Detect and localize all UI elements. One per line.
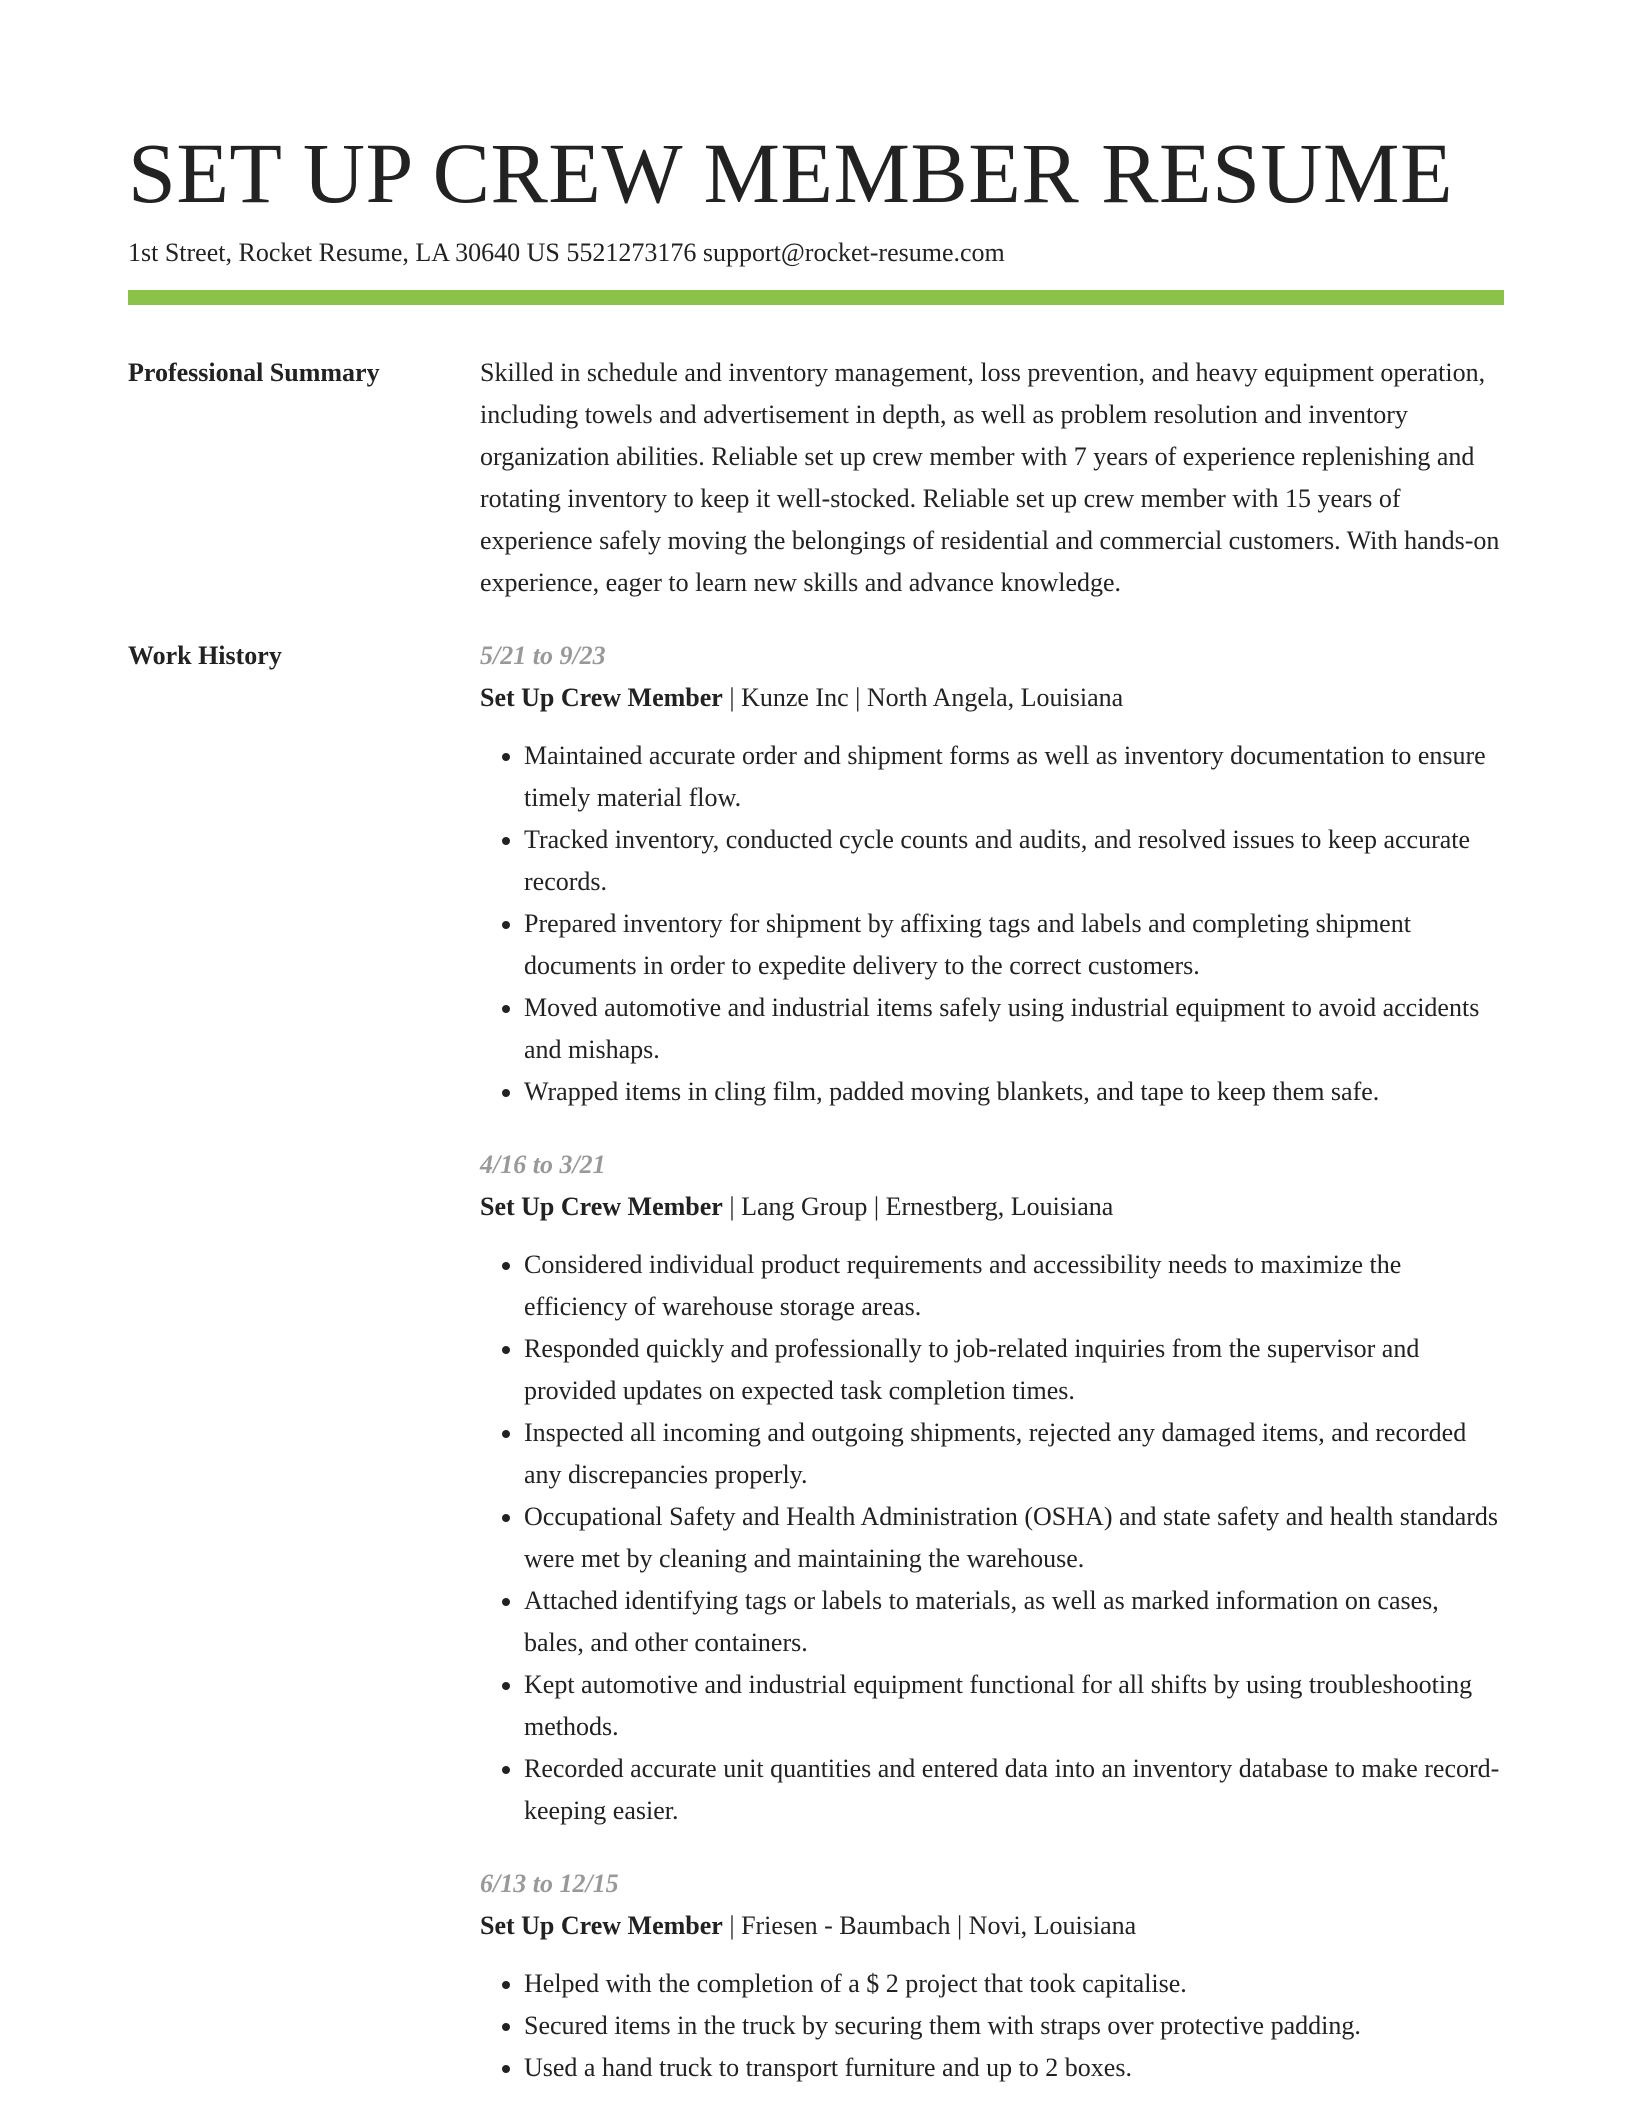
resume-page <box>128 118 1504 2089</box>
summary-text: Skilled in schedule and inventory management, loss prevention, and heavy equipment operation, including towels and advertisement in depth, as well as problem resolution and inventory organization abilities. Reliable set up crew member with 7 years of experience replenishing and rotating inventory to keep it well-stocked. Reliable set up crew member with 15 years of experience safely moving the belongings of residential and commercial customers. With hands-on experience, eager to learn new skills and advance knowledge. <box>480 358 1500 597</box>
list-item: • Responded quickly and professionally to job-related inquiries from the supervisor and provided updates on expected task completion times. <box>524 1328 1504 1412</box>
work-history-list <box>480 635 1504 2089</box>
list-item: • Maintained accurate order and shipment forms as well as inventory documentation to ensure timely material flow. <box>524 735 1504 819</box>
job-company: Kunze Inc <box>741 683 849 712</box>
job-dates: 4/16 to 3/21 <box>480 1150 606 1179</box>
job-company: Lang Group <box>741 1192 868 1221</box>
list-item: • Attached identifying tags or labels to materials, as well as marked information on cases, bales, and other containers. <box>524 1580 1504 1664</box>
job-title-line <box>480 1905 1504 1947</box>
list-item: • Tracked inventory, conducted cycle counts and audits, and resolved issues to keep accurate records. <box>524 819 1504 903</box>
job-company: Friesen - Baumbach <box>741 1911 951 1940</box>
job-separator: | <box>950 1911 969 1940</box>
job-location: North Angela, Louisiana <box>866 683 1124 712</box>
professional-summary-section <box>128 352 1504 604</box>
job-bullets <box>480 735 1504 1113</box>
job-role: Set Up Crew Member <box>480 1911 723 1940</box>
section-label-work-history: Work History <box>128 641 282 670</box>
list-item: • Kept automotive and industrial equipment functional for all shifts by using troubleshooting methods. <box>524 1664 1504 1748</box>
job-bullets <box>480 1244 1504 1832</box>
list-item: • Helped with the completion of a $ 2 project that took capitalise. <box>524 1963 1504 2005</box>
list-item: • Used a hand truck to transport furniture and up to 2 boxes. <box>524 2047 1504 2089</box>
job-entry <box>480 1863 1504 2089</box>
job-role: Set Up Crew Member <box>480 1192 723 1221</box>
accent-divider <box>128 290 1504 305</box>
job-entry <box>480 635 1504 1113</box>
job-location: Ernestberg, Louisiana <box>885 1192 1114 1221</box>
job-title-line <box>480 677 1504 719</box>
list-item: • Considered individual product requirements and accessibility needs to maximize the efficiency of warehouse storage areas. <box>524 1244 1504 1328</box>
page-title: SET UP CREW MEMBER RESUME <box>128 125 1454 221</box>
list-item: • Wrapped items in cling film, padded moving blankets, and tape to keep them safe. <box>524 1071 1504 1113</box>
section-label-summary: Professional Summary <box>128 358 380 387</box>
job-bullets <box>480 1963 1504 2089</box>
job-dates: 6/13 to 12/15 <box>480 1869 619 1898</box>
job-role: Set Up Crew Member <box>480 683 723 712</box>
job-dates: 5/21 to 9/23 <box>480 641 606 670</box>
job-separator: | <box>722 683 742 712</box>
job-entry <box>480 1144 1504 1832</box>
job-separator: | <box>867 1192 886 1221</box>
list-item: • Inspected all incoming and outgoing shipments, rejected any damaged items, and recorded any discrepancies properly. <box>524 1412 1504 1496</box>
list-item: • Prepared inventory for shipment by affixing tags and labels and completing shipment documents in order to expedite delivery to the correct customers. <box>524 903 1504 987</box>
list-item: • Moved automotive and industrial items safely using industrial equipment to avoid accidents and mishaps. <box>524 987 1504 1071</box>
contact-info: 1st Street, Rocket Resume, LA 30640 US 5521273176 support@rocket-resume.com <box>128 238 1005 267</box>
job-separator: | <box>722 1192 742 1221</box>
list-item: • Occupational Safety and Health Administration (OSHA) and state safety and health standards were met by cleaning and maintaining the warehouse. <box>524 1496 1504 1580</box>
list-item: • Recorded accurate unit quantities and entered data into an inventory database to make record-keeping easier. <box>524 1748 1504 1832</box>
job-separator: | <box>722 1911 742 1940</box>
job-location: Novi, Louisiana <box>968 1911 1137 1940</box>
work-history-section <box>128 635 1504 2089</box>
job-title-line <box>480 1186 1504 1228</box>
list-item: • Secured items in the truck by securing them with straps over protective padding. <box>524 2005 1504 2047</box>
job-separator: | <box>848 683 867 712</box>
